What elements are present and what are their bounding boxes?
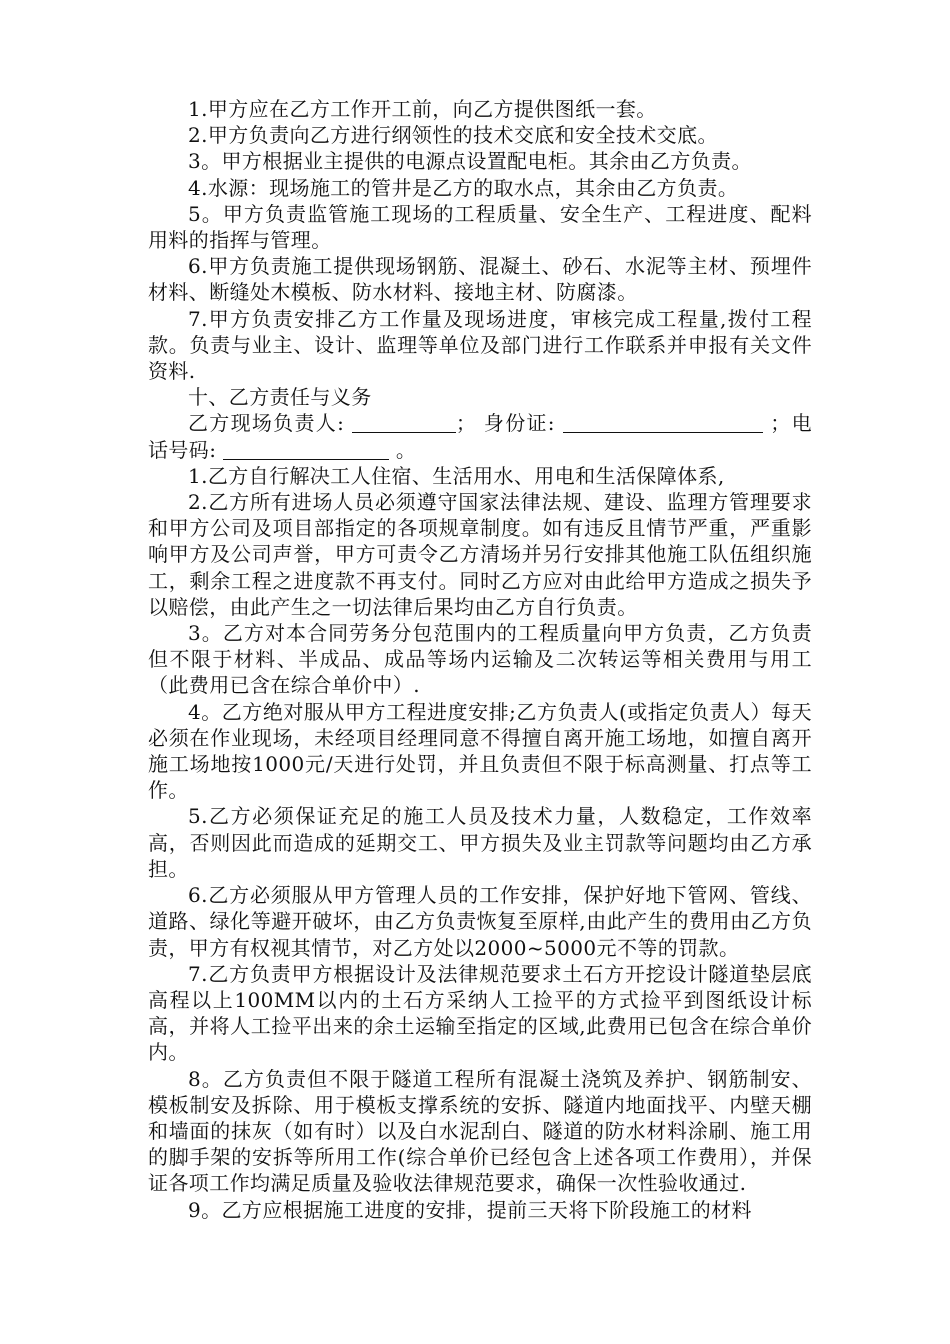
- manager-label: 乙方现场负责人:: [188, 411, 345, 436]
- duty-6: 6.乙方必须服从甲方管理人员的工作安排，保护好地下管网、管线、道路、绿化等避开破坏，由乙方负责恢复至原样,由此产生的费用由乙方负责，甲方有权视其情节，对乙方处以2000~5000元不等的罚款。: [148, 883, 812, 960]
- duty-9: 9。乙方应根据施工进度的安排，提前三天将下阶段施工的材料: [188, 1197, 752, 1222]
- duty-4: 4。乙方绝对服从甲方工程进度安排;乙方负责人(或指定负责人）每天必须在作业现场，未经项目经理同意不得擅自离开施工场地，如擅自离开施工场地按1000元/天进行处罚，并且负责但不限于标高测量、打点等工作。: [148, 699, 812, 803]
- clause-1: 1.甲方应在乙方工作开工前，向乙方提供图纸一套。: [188, 97, 657, 121]
- duty-8: 8。乙方负责但不限于隧道工程所有混凝土浇筑及养护、钢筋制安、模板制安及拆除、用于模板支撑系统的安拆、隧道内地面找平、内壁天棚和墙面的抹灰（如有时）以及白水泥刮白、隧道的防水材料涂刷、施工用的脚手架的安拆等所用工作(综合单价已经包含上述各项工作费用），并保证各项工作均满足质量及验收法律规范要求，确保一次性验收通过.: [148, 1066, 812, 1196]
- duty-5: 5.乙方必须保证充足的施工人员及技术力量，人数稳定，工作效率高，否则因此而造成的延期交工、甲方损失及业主罚款等问题均由乙方承担。: [148, 804, 812, 881]
- duty-1: 1.乙方自行解决工人住宿、生活用水、用电和生活保障体系,: [188, 463, 725, 488]
- document-page: [148, 96, 812, 1223]
- clause-5: 5。甲方负责监管施工现场的工程质量、安全生产、工程进度、配料用料的指挥与管理。: [148, 201, 812, 253]
- duty-3: 3。乙方对本合同劳务分包范围内的工程质量向甲方负责，乙方负责但不限于材料、半成品、成品等场内运输及二次转运等相关费用与用工（此费用已含在综合单价中）.: [148, 621, 812, 698]
- clause-4: 4.水源：现场施工的管井是乙方的取水点，其余由乙方负责。: [188, 175, 739, 200]
- section-heading: 十、乙方责任与义务: [188, 385, 372, 410]
- contact-line: [148, 410, 812, 462]
- manager-blank: [352, 412, 456, 433]
- id-label: 身份证:: [483, 411, 555, 436]
- separator: ；: [455, 411, 477, 436]
- clause-7: 7.甲方负责安排乙方工作量及现场进度，审核完成工程量,拨付工程款。负责与业主、设计、监理等单位及部门进行工作联系并申报有关文件资料.: [148, 306, 812, 384]
- separator: ；: [770, 411, 791, 436]
- duty-7: 7.乙方负责甲方根据设计及法律规范要求土石方开挖设计隧道垫层底高程以上100MM以内的土石方采纳人工捡平的方式捡平到图纸设计标高，并将人工捡平出来的余土运输至指定的区域,此费用已包含在综合单价内。: [148, 961, 812, 1065]
- clause-2: 2.甲方负责向乙方进行纲领性的技术交底和安全技术交底。: [188, 123, 718, 148]
- duty-2: 2.乙方所有进场人员必须遵守国家法律法规、建设、监理方管理要求和甲方公司及项目部指定的各项规章制度。如有违反且情节严重，严重影响甲方及公司声誉，甲方可责令乙方清场并另行安排其他施工队伍组织施工，剩余工程之进度款不再支付。同时乙方应对由此给甲方造成之损失予以赔偿，由此产生之一切法律后果均由乙方自行负责。: [148, 490, 812, 619]
- phone-blank: [223, 439, 389, 460]
- clause-3: 3。甲方根据业主提供的电源点设置配电柜。其余由乙方负责。: [188, 149, 752, 174]
- phone-label: 电话号码:: [148, 411, 812, 462]
- id-blank: [563, 412, 763, 433]
- line-end: 。: [395, 437, 417, 462]
- clause-6: 6.甲方负责施工提供现场钢筋、混凝土、砂石、水泥等主材、预埋件材料、断缝处木模板、防水材料、接地主材、防腐漆。: [148, 254, 812, 305]
